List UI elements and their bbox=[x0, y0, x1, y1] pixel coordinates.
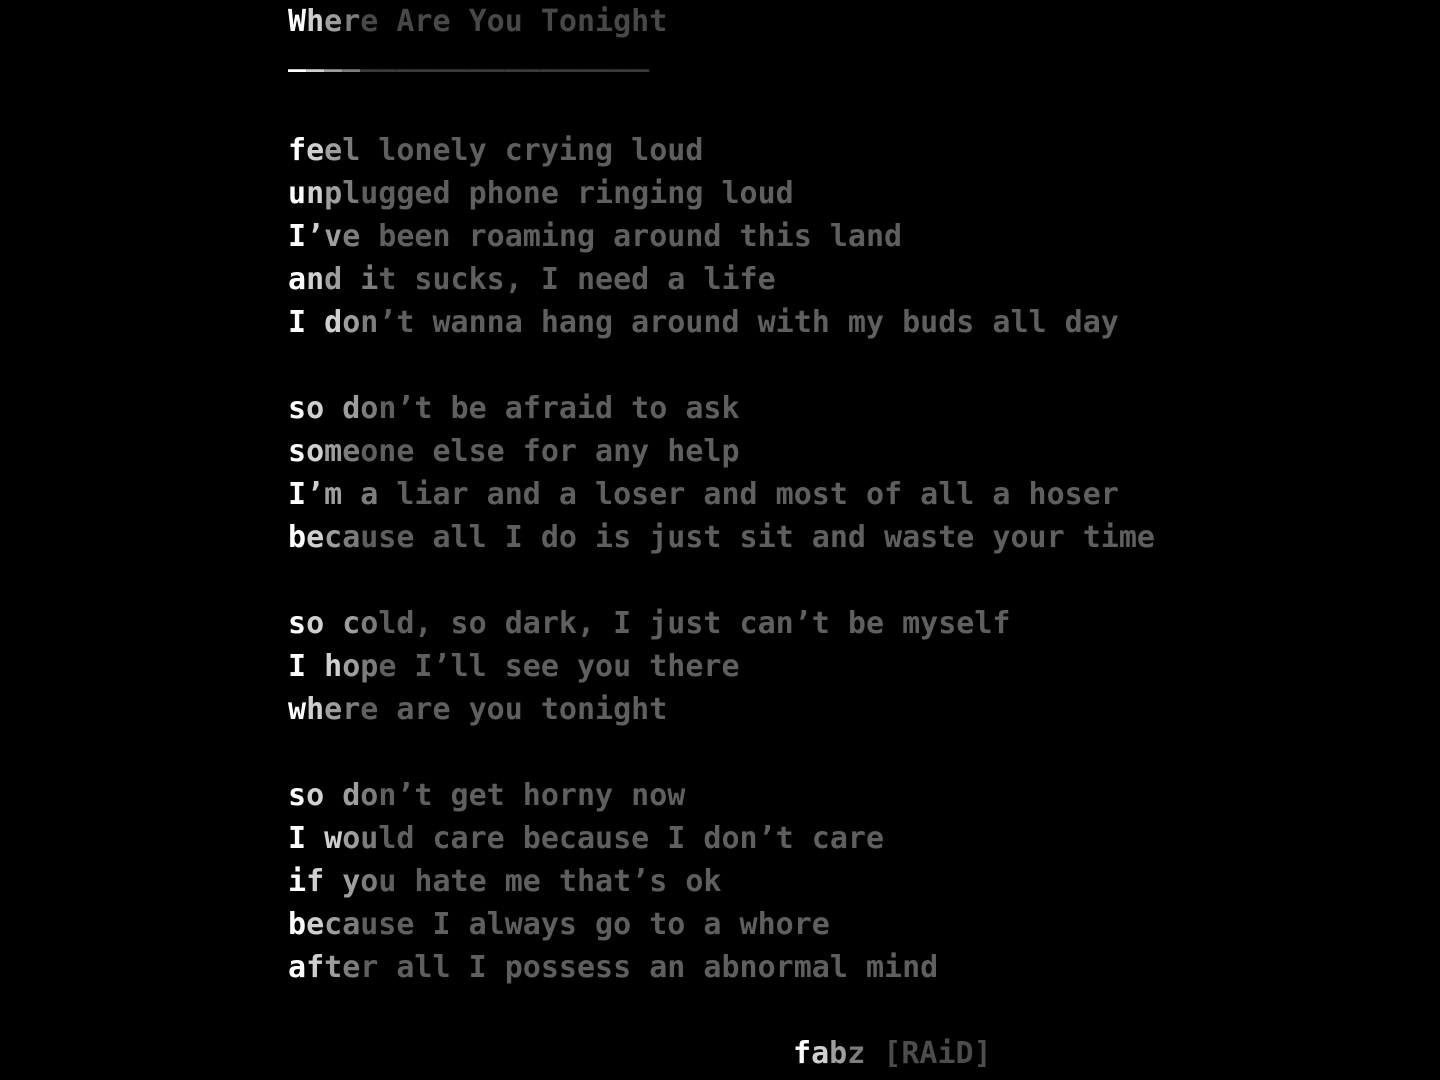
line-text: liar and a loser and most of all a hoser bbox=[378, 477, 1119, 512]
line-text: been roaming around this land bbox=[360, 219, 903, 254]
karaoke-highlight-char: c bbox=[324, 520, 343, 555]
karaoke-highlight-char: u bbox=[288, 176, 307, 211]
line-text bbox=[342, 477, 360, 512]
blank-line bbox=[288, 559, 1155, 602]
karaoke-highlight-char: h bbox=[306, 692, 325, 727]
lyric-line bbox=[288, 817, 1155, 860]
line-text: ld, so dark, I just can’t be myself bbox=[378, 606, 1011, 641]
lyric-line bbox=[288, 258, 1155, 301]
blank-line bbox=[288, 989, 1155, 1032]
karaoke-highlight-char: z bbox=[847, 1036, 866, 1071]
line-text: ugged phone ringing loud bbox=[360, 176, 794, 211]
karaoke-highlight-char: d bbox=[324, 262, 343, 297]
karaoke-highlight-char: f bbox=[306, 950, 325, 985]
karaoke-highlight-char: _ bbox=[342, 38, 361, 73]
lyrics-content bbox=[288, 0, 1155, 1075]
karaoke-highlight-char: l bbox=[342, 176, 361, 211]
karaoke-highlight-char: I bbox=[288, 477, 307, 512]
karaoke-highlight-char: o bbox=[342, 305, 361, 340]
karaoke-highlight-char: m bbox=[324, 434, 343, 469]
karaoke-highlight-char: d bbox=[342, 778, 361, 813]
karaoke-highlight-char: w bbox=[288, 692, 307, 727]
karaoke-highlight-char: p bbox=[360, 649, 379, 684]
karaoke-highlight-char: o bbox=[306, 391, 325, 426]
line-text: e are you tonight bbox=[360, 692, 668, 727]
blank-line bbox=[288, 731, 1155, 774]
lyric-line bbox=[288, 774, 1155, 817]
line-text: u hate me that’s ok bbox=[378, 864, 722, 899]
lyrics-body bbox=[288, 129, 1155, 1032]
karaoke-highlight-char: w bbox=[324, 821, 343, 856]
line-text bbox=[342, 262, 360, 297]
karaoke-highlight-char: I bbox=[288, 219, 307, 254]
karaoke-highlight-char: i bbox=[360, 262, 379, 297]
line-text: e Are You Tonight bbox=[360, 4, 668, 39]
karaoke-highlight-char: o bbox=[342, 649, 361, 684]
karaoke-highlight-char: _ bbox=[306, 38, 325, 73]
line-text: use I always go to a whore bbox=[360, 907, 830, 942]
line-text: r all I possess an abnormal mind bbox=[360, 950, 939, 985]
karaoke-highlight-char: n bbox=[306, 262, 325, 297]
karaoke-highlight-char: e bbox=[306, 133, 325, 168]
karaoke-highlight-char: m bbox=[324, 477, 343, 512]
karaoke-highlight-char: o bbox=[360, 864, 379, 899]
karaoke-highlight-char: e bbox=[342, 950, 361, 985]
karaoke-highlight-char: a bbox=[288, 950, 307, 985]
karaoke-highlight-char: o bbox=[306, 778, 325, 813]
karaoke-highlight-char: s bbox=[288, 778, 307, 813]
karaoke-highlight-char: W bbox=[288, 4, 307, 39]
karaoke-highlight-char: n bbox=[360, 305, 379, 340]
karaoke-highlight-char: _ bbox=[288, 38, 307, 73]
karaoke-highlight-char: d bbox=[324, 305, 343, 340]
lyric-line bbox=[288, 129, 1155, 172]
karaoke-highlight-char: n bbox=[306, 176, 325, 211]
line-text bbox=[324, 606, 342, 641]
karaoke-highlight-char: d bbox=[342, 391, 361, 426]
line-text bbox=[306, 821, 324, 856]
karaoke-highlight-char: ’ bbox=[306, 219, 325, 254]
lyric-line bbox=[288, 387, 1155, 430]
lyric-line bbox=[288, 301, 1155, 344]
karaoke-highlight-char: o bbox=[342, 821, 361, 856]
line-text bbox=[306, 649, 324, 684]
title-underline bbox=[288, 34, 1155, 77]
karaoke-highlight-char: o bbox=[360, 778, 379, 813]
karaoke-highlight-char: h bbox=[306, 4, 325, 39]
credit-line bbox=[793, 1032, 1155, 1075]
karaoke-highlight-char: I bbox=[288, 821, 307, 856]
karaoke-highlight-char: t bbox=[324, 950, 343, 985]
lyric-line bbox=[288, 688, 1155, 731]
karaoke-highlight-char: s bbox=[288, 434, 307, 469]
karaoke-highlight-char: r bbox=[342, 692, 361, 727]
lyric-line bbox=[288, 172, 1155, 215]
line-text: e I’ll see you there bbox=[378, 649, 740, 684]
karaoke-highlight-char: o bbox=[306, 434, 325, 469]
lyric-line bbox=[288, 602, 1155, 645]
karaoke-highlight-char: u bbox=[360, 821, 379, 856]
karaoke-highlight-char: e bbox=[306, 907, 325, 942]
karaoke-highlight-char: I bbox=[288, 649, 307, 684]
karaoke-highlight-char: a bbox=[342, 520, 361, 555]
karaoke-highlight-char: b bbox=[288, 520, 307, 555]
karaoke-highlight-char: s bbox=[288, 606, 307, 641]
karaoke-highlight-char: o bbox=[360, 391, 379, 426]
lyric-line bbox=[288, 516, 1155, 559]
karaoke-highlight-char: c bbox=[324, 907, 343, 942]
line-text: [RAiD] bbox=[865, 1036, 992, 1071]
lyric-line bbox=[288, 645, 1155, 688]
karaoke-highlight-char: b bbox=[829, 1036, 848, 1071]
karaoke-highlight-char: v bbox=[324, 219, 343, 254]
karaoke-highlight-char: a bbox=[288, 262, 307, 297]
lyric-line bbox=[288, 946, 1155, 989]
karaoke-highlight-char: e bbox=[306, 520, 325, 555]
karaoke-highlight-char: e bbox=[342, 219, 361, 254]
lyric-line bbox=[288, 903, 1155, 946]
karaoke-highlight-char: e bbox=[342, 434, 361, 469]
karaoke-highlight-char: y bbox=[342, 864, 361, 899]
line-text: n’t be afraid to ask bbox=[378, 391, 740, 426]
karaoke-highlight-char: _ bbox=[324, 38, 343, 73]
lyric-line bbox=[288, 215, 1155, 258]
karaoke-highlight-char: e bbox=[324, 4, 343, 39]
karaoke-highlight-char: s bbox=[288, 391, 307, 426]
line-text bbox=[306, 305, 324, 340]
karaoke-highlight-char: i bbox=[288, 864, 307, 899]
line-text: use all I do is just sit and waste your time bbox=[360, 520, 1155, 555]
line-text: ’t wanna hang around with my buds all day bbox=[378, 305, 1119, 340]
karaoke-highlight-char: o bbox=[306, 606, 325, 641]
karaoke-highlight-char: o bbox=[360, 606, 379, 641]
karaoke-highlight-char: f bbox=[793, 1036, 812, 1071]
lyric-line bbox=[288, 473, 1155, 516]
karaoke-highlight-char: e bbox=[324, 692, 343, 727]
line-text bbox=[324, 778, 342, 813]
karaoke-highlight-char: f bbox=[288, 133, 307, 168]
lyric-line bbox=[288, 860, 1155, 903]
karaoke-highlight-char: l bbox=[342, 133, 361, 168]
karaoke-highlight-char: I bbox=[288, 305, 307, 340]
line-text bbox=[324, 864, 342, 899]
line-text: t sucks, I need a life bbox=[378, 262, 776, 297]
karaoke-highlight-char: f bbox=[306, 864, 325, 899]
karaoke-highlight-char: b bbox=[288, 907, 307, 942]
karaoke-highlight-char: ’ bbox=[306, 477, 325, 512]
karaoke-highlight-char: a bbox=[360, 477, 379, 512]
line-text: n’t get horny now bbox=[378, 778, 686, 813]
blank-line bbox=[288, 344, 1155, 387]
karaoke-highlight-char: r bbox=[342, 4, 361, 39]
karaoke-highlight-char: a bbox=[811, 1036, 830, 1071]
line-text: lonely crying loud bbox=[360, 133, 704, 168]
karaoke-highlight-char: h bbox=[324, 649, 343, 684]
line-text bbox=[324, 391, 342, 426]
blank-line bbox=[288, 86, 1155, 129]
karaoke-highlight-char: p bbox=[324, 176, 343, 211]
lyric-line bbox=[288, 430, 1155, 473]
karaoke-highlight-char: a bbox=[342, 907, 361, 942]
line-text: one else for any help bbox=[360, 434, 740, 469]
line-text: ________________ bbox=[360, 38, 650, 73]
karaoke-highlight-char: e bbox=[324, 133, 343, 168]
karaoke-highlight-char: c bbox=[342, 606, 361, 641]
line-text: ld care because I don’t care bbox=[378, 821, 885, 856]
